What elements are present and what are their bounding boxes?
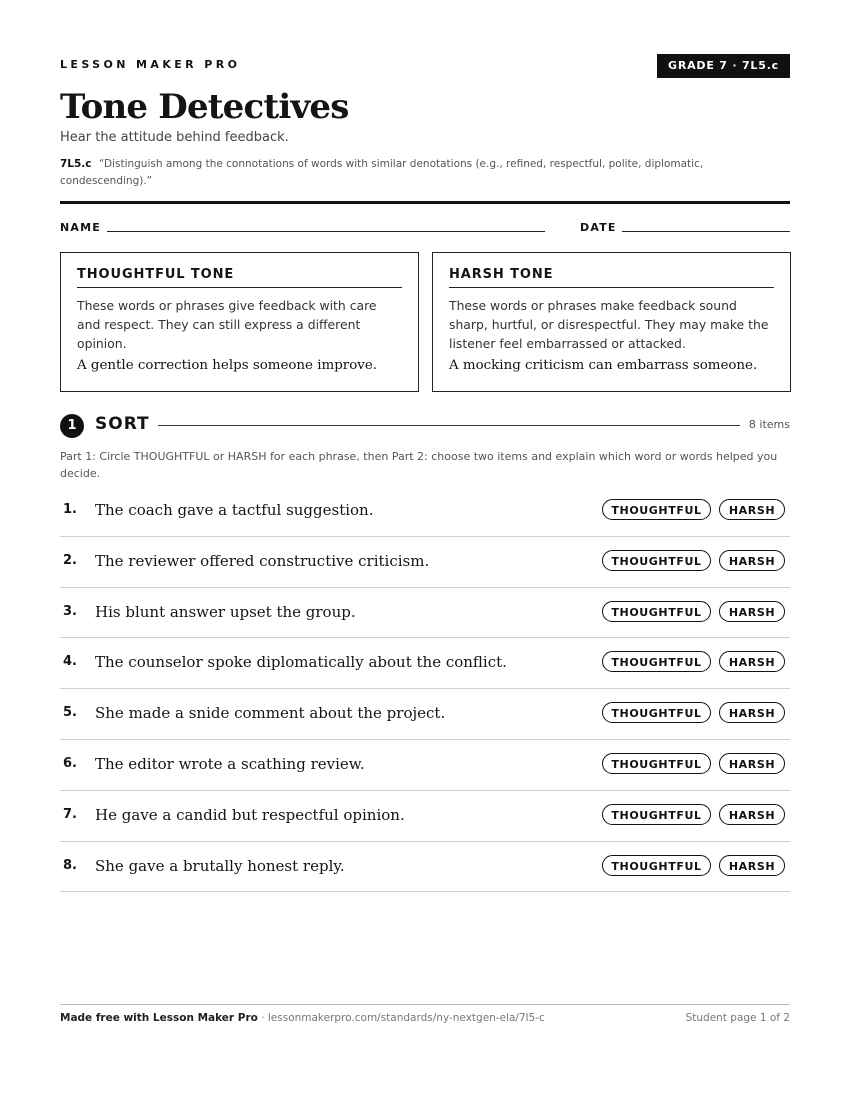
section-header — [60, 413, 790, 439]
brand-name: LESSON MAKER PRO — [60, 58, 241, 71]
page-subtitle: Hear the attitude behind feedback. — [60, 130, 289, 145]
standard-code: 7L5.c — [60, 158, 92, 170]
list-item — [60, 638, 790, 689]
header-divider — [60, 201, 790, 204]
section-item-count: 8 items — [748, 418, 790, 431]
item-phrase: She made a snide comment about the project. — [95, 704, 446, 723]
section-number-badge: 1 — [60, 414, 84, 438]
sort-item-list — [60, 486, 790, 892]
list-item — [60, 842, 790, 893]
item-number: 3. — [63, 603, 77, 619]
thoughtful-choice-button[interactable]: THOUGHTFUL — [602, 601, 711, 622]
grade-badge: GRADE 7 · 7L5.c — [657, 54, 790, 78]
list-item — [60, 791, 790, 842]
item-number: 2. — [63, 552, 77, 568]
item-phrase: The editor wrote a scathing review. — [95, 754, 365, 773]
item-number: 8. — [63, 857, 77, 873]
thoughtful-choice-button[interactable]: THOUGHTFUL — [602, 499, 711, 520]
harsh-choice-button[interactable]: HARSH — [719, 702, 785, 723]
name-field[interactable] — [107, 231, 545, 232]
item-phrase: The reviewer offered constructive criticism. — [95, 551, 430, 570]
item-number: 1. — [63, 502, 77, 517]
footer-divider — [60, 1004, 790, 1005]
harsh-choice-button[interactable]: HARSH — [719, 550, 785, 571]
thoughtful-choice-button[interactable]: THOUGHTFUL — [602, 804, 711, 825]
item-phrase: His blunt answer upset the group. — [95, 602, 356, 621]
harsh-choice-button[interactable]: HARSH — [719, 499, 785, 520]
harsh-choice-button[interactable]: HARSH — [719, 753, 785, 774]
item-phrase: The coach gave a tactful suggestion. — [95, 501, 374, 519]
list-item — [60, 689, 790, 740]
tone-card-description: These words or phrases give feedback with care and respect. They can still express a different opinion. — [77, 298, 377, 351]
tone-card-description: These words or phrases make feedback sound sharp, hurtful, or disrespectful. They may make the listener feel embarrassed or attacked. — [449, 298, 769, 351]
thoughtful-choice-button[interactable]: THOUGHTFUL — [602, 702, 711, 723]
thoughtful-choice-button[interactable]: THOUGHTFUL — [602, 651, 711, 672]
date-field[interactable] — [622, 231, 790, 232]
section-divider — [158, 425, 740, 426]
thoughtful-choice-button[interactable]: THOUGHTFUL — [602, 753, 711, 774]
list-item — [60, 588, 790, 639]
footer-made-with: Made free with Lesson Maker Pro — [60, 1012, 258, 1024]
thoughtful-choice-button[interactable]: THOUGHTFUL — [602, 550, 711, 571]
footer-page-number: Student page 1 of 2 — [685, 1012, 790, 1024]
page-title: Tone Detectives — [60, 87, 349, 127]
list-item — [60, 486, 790, 537]
tone-card-example: A mocking criticism can embarrass someone. — [449, 358, 758, 373]
tone-card-heading: THOUGHTFUL TONE — [77, 267, 402, 288]
item-number: 4. — [63, 654, 77, 670]
date-label: DATE — [580, 221, 617, 234]
standard-statement — [60, 156, 780, 190]
harsh-choice-button[interactable]: HARSH — [719, 855, 785, 876]
harsh-choice-button[interactable]: HARSH — [719, 804, 785, 825]
footer-separator: · — [257, 1012, 268, 1024]
section-title: SORT — [95, 414, 150, 434]
item-number: 6. — [63, 755, 77, 771]
section-instructions: Part 1: Circle THOUGHTFUL or HARSH for each phrase, then Part 2: choose two items and explain which word or words helped you decide. — [60, 450, 778, 480]
name-date-row — [60, 221, 790, 237]
name-label: NAME — [60, 221, 101, 234]
tone-card-example: A gentle correction helps someone improve. — [77, 358, 378, 373]
footer-credit — [60, 1012, 545, 1024]
harsh-choice-button[interactable]: HARSH — [719, 601, 785, 622]
list-item — [60, 537, 790, 588]
harsh-choice-button[interactable]: HARSH — [719, 651, 785, 672]
thoughtful-choice-button[interactable]: THOUGHTFUL — [602, 855, 711, 876]
thoughtful-tone-card — [60, 252, 419, 392]
footer-url[interactable]: lessonmakerpro.com/standards/ny-nextgen-ela/7l5-c — [267, 1012, 545, 1024]
item-number: 7. — [63, 806, 77, 822]
item-phrase: The counselor spoke diplomatically about the conflict. — [95, 653, 507, 672]
item-phrase: She gave a brutally honest reply. — [95, 856, 345, 875]
item-number: 5. — [63, 705, 77, 721]
item-phrase: He gave a candid but respectful opinion. — [95, 805, 405, 824]
tone-card-heading: HARSH TONE — [449, 267, 774, 288]
standard-text: “Distinguish among the connotations of words with similar denotations (e.g., refined, respectful, polite, diplomatic, condescending).” — [60, 158, 704, 187]
harsh-tone-card — [432, 252, 791, 392]
list-item — [60, 740, 790, 791]
